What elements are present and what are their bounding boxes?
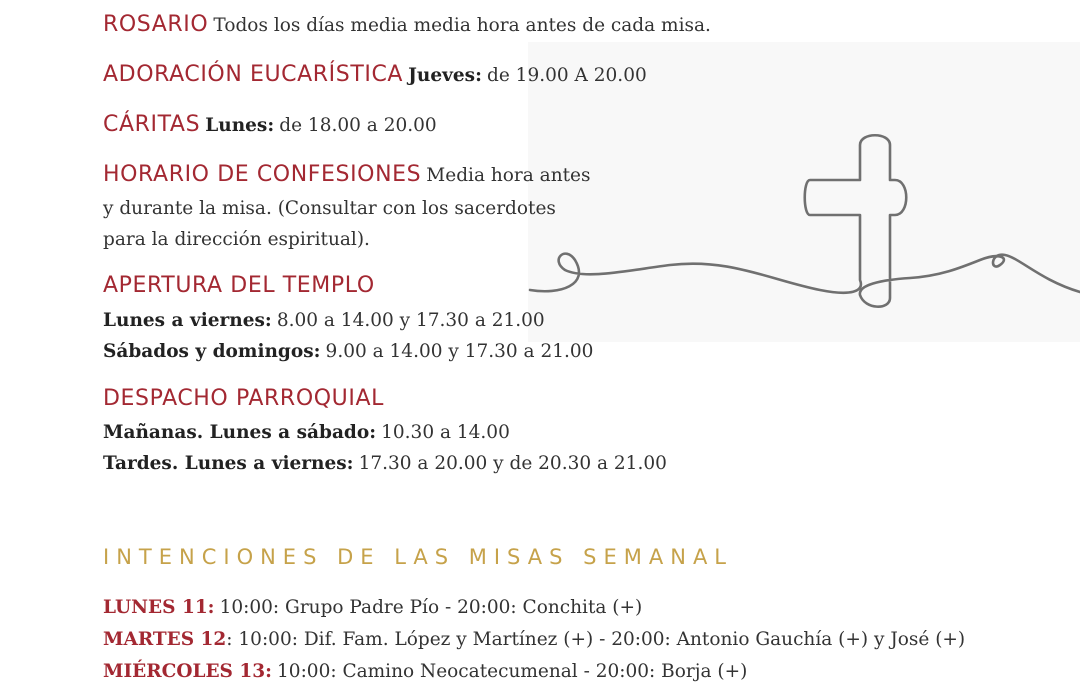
- confesiones-line2: y durante la misa. (Consultar con los sacerdotes: [103, 198, 556, 219]
- despacho-row2-text: 17.30 a 20.00 y de 20.30 a 21.00: [358, 453, 667, 474]
- rosario-heading: ROSARIO: [103, 12, 209, 37]
- rosario-row: [103, 12, 711, 37]
- confesiones-line1: Media hora antes: [426, 165, 591, 186]
- intencion-day: MIÉRCOLES 13:: [103, 661, 272, 682]
- confesiones-row: [103, 162, 590, 187]
- caritas-text: de 18.00 a 20.00: [279, 115, 437, 136]
- intencion-row: [103, 661, 747, 682]
- intenciones-heading: INTENCIONES DE LAS MISAS SEMANAL: [103, 545, 734, 569]
- rosario-text: Todos los días media media hora antes de cada misa.: [213, 15, 711, 36]
- apertura-row2-label: Sábados y domingos:: [103, 341, 321, 362]
- apertura-row-2: [103, 341, 593, 362]
- adoracion-row: [103, 62, 647, 87]
- intencion-day: LUNES 11:: [103, 597, 215, 618]
- caritas-row: [103, 112, 437, 137]
- apertura-row1-text: 8.00 a 14.00 y 17.30 a 21.00: [276, 310, 545, 331]
- intencion-row: [103, 597, 642, 618]
- apertura-row2-text: 9.00 a 14.00 y 17.30 a 21.00: [325, 341, 594, 362]
- cross-line-art-icon: [520, 120, 1080, 320]
- apertura-row1-label: Lunes a viernes:: [103, 310, 272, 331]
- confesiones-heading: HORARIO DE CONFESIONES: [103, 162, 422, 187]
- adoracion-heading: ADORACIÓN EUCARÍSTICA: [103, 62, 404, 87]
- despacho-row1-text: 10.30 a 14.00: [381, 422, 510, 443]
- apertura-row-1: [103, 310, 545, 331]
- despacho-row-1: [103, 422, 510, 443]
- adoracion-day: Jueves:: [408, 65, 482, 86]
- adoracion-text: de 19.00 A 20.00: [487, 65, 647, 86]
- confesiones-line3: para la dirección espiritual).: [103, 229, 370, 250]
- intencion-row: [103, 629, 965, 650]
- caritas-day: Lunes:: [205, 115, 275, 136]
- intencion-text: : 10:00: Dif. Fam. López y Martínez (+) - 20:00: Antonio Gauchía (+) y José (+): [226, 629, 966, 650]
- despacho-row1-label: Mañanas. Lunes a sábado:: [103, 422, 377, 443]
- caritas-heading: CÁRITAS: [103, 112, 201, 137]
- apertura-heading: APERTURA DEL TEMPLO: [103, 273, 375, 298]
- despacho-row2-label: Tardes. Lunes a viernes:: [103, 453, 354, 474]
- despacho-heading: DESPACHO PARROQUIAL: [103, 386, 384, 411]
- intencion-text: 10:00: Grupo Padre Pío - 20:00: Conchita (+): [219, 597, 643, 618]
- intencion-text: 10:00: Camino Neocatecumenal - 20:00: Borja (+): [277, 661, 748, 682]
- despacho-row-2: [103, 453, 667, 474]
- intencion-day: MARTES 12: [103, 629, 227, 650]
